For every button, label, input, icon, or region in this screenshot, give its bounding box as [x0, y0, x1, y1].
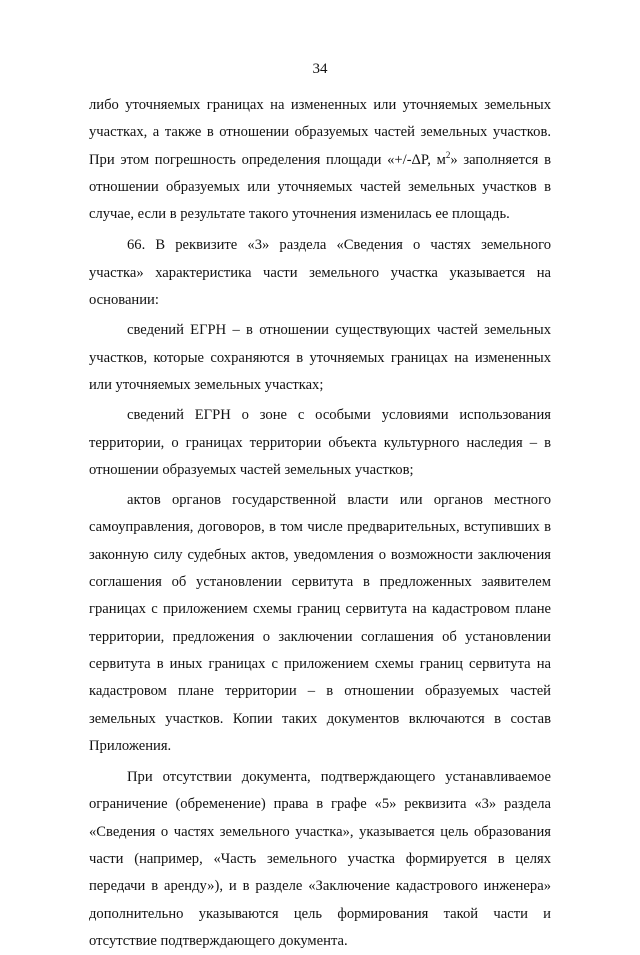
paragraph-no-document: При отсутствии документа, подтверждающего устанавливаемое ограничение (обременение) права в графе «5» реквизита «3» раздела «Сведения о частях земельного участка», указывается цель образования части (например, «Часть земельного участка формируется в целях передачи в аренду»), и в разделе «Заключение кадастрового инженера» дополнительно указываются цель формирования такой части и отсутствие подтверждающего документа.: [89, 769, 551, 949]
superscript: 2: [445, 149, 451, 160]
paragraph-66: 66. В реквизите «3» раздела «Сведения о частях земельного участка» характеристика части земельного участка указывается на основании:: [89, 237, 551, 309]
page-number: 34: [312, 61, 328, 77]
paragraph-egrn-existing: сведений ЕГРН – в отношении существующих частей земельных участков, которые сохраняются в уточняемых границах на измененных или уточняемых земельных участках;: [89, 322, 551, 393]
paragraph-text: » заполняется в отношении образуемых или уточняемых частей земельных участков в случае, если в результате такого уточнения изменилась ее площадь.: [89, 151, 551, 223]
document-body: [89, 92, 551, 955]
paragraph-egrn-zone: сведений ЕГРН о зоне с особыми условиями использования территории, о границах территории объекта культурного наследия – в отношении образуемых частей земельных участков;: [89, 407, 551, 478]
paragraph-acts: актов органов государственной власти или органов местного самоуправления, договоров, в том числе предварительных, вступивших в законную силу судебных актов, уведомления о возможности заключения соглашения об установлении сервитута в предложенных заявителем границах с приложением схемы границ сервитута на кадастровом плане территории, предложения о заключении соглашения об установлении сервитута в иных границах с приложением схемы границ сервитута на кадастровом плане территории – в отношении образуемых частей земельных участков. Копии таких документов включаются в состав Приложения.: [89, 492, 551, 754]
paragraph-text: либо уточняемых границах на измененных или уточняемых земельных участках, а также в отношении образуемых частей земельных участков. При этом погрешность определения площади «+/-ΔР, м: [89, 97, 551, 168]
paragraph-continuation: [89, 92, 551, 228]
